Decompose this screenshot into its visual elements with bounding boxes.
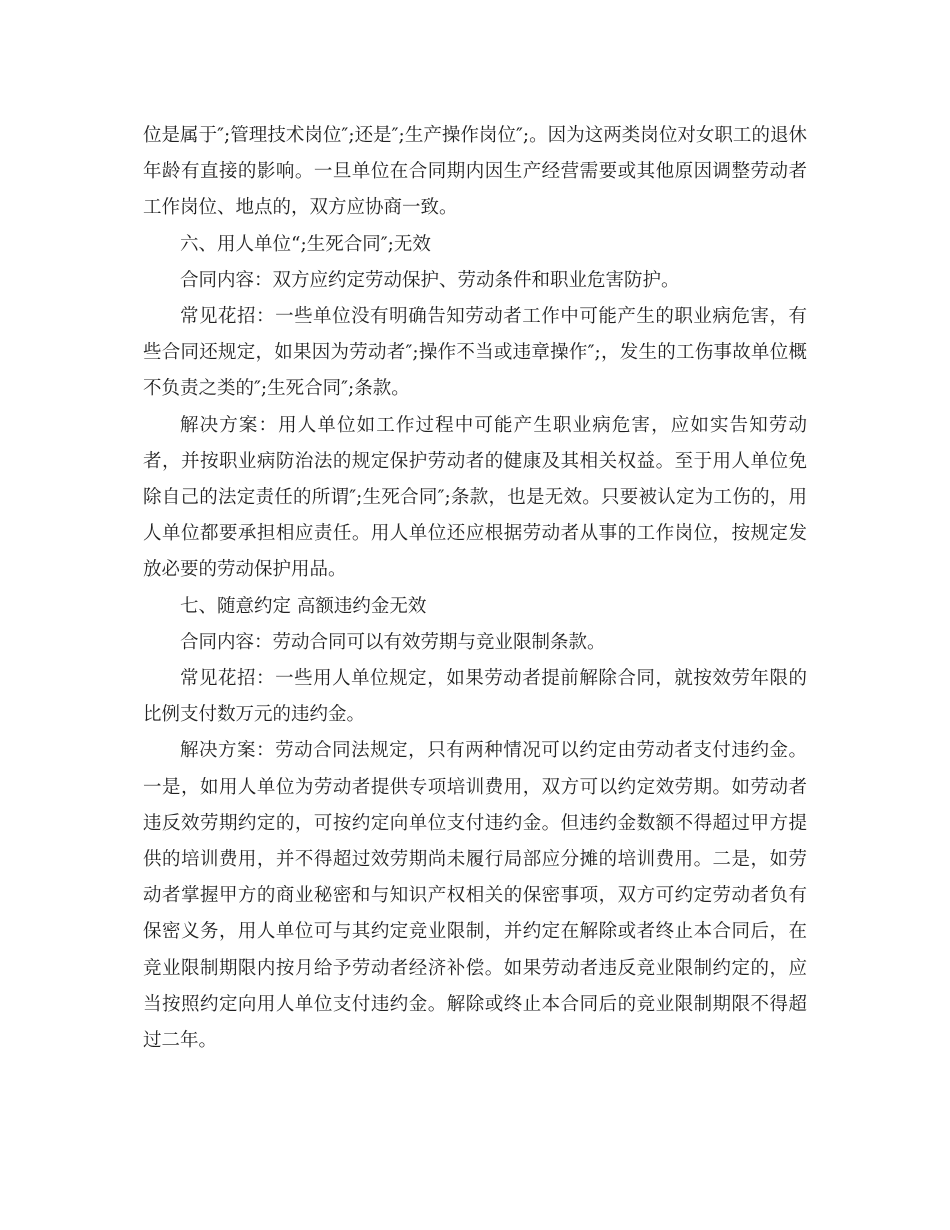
paragraph-solution: 解决方案：用人单位如工作过程中可能产生职业病危害，应如实告知劳动者，并按职业病防治法的规定保护劳动者的健康及其相关权益。至于用人单位免除自己的法定责任的所谓″;生死合同″;条款，也是无效。只要被认定为工伤的，用人单位都要承担相应责任。用人单位还应根据劳动者从事的工作岗位，按规定发放必要的劳动保护用品。	[143, 414, 807, 581]
section-heading-six: 六、用人单位“;生死合同″;无效	[180, 233, 431, 255]
paragraph-continuation: 位是属于″;管理技术岗位″;还是″;生产操作岗位″;。因为这两类岗位对女职工的退休年龄有直接的影响。一旦单位在合同期内因生产经营需要或其他原因调整劳动者工作岗位、地点的，双方应协商一致。	[143, 125, 807, 219]
section-heading-seven: 七、随意约定 高额违约金无效	[180, 595, 427, 617]
paragraph-contract-content: 合同内容：双方应约定劳动保护、劳动条件和职业危害防护。	[180, 269, 680, 291]
paragraph-common-tricks: 常见花招：一些用人单位规定，如果劳动者提前解除合同，就按效劳年限的比例支付数万元的违约金。	[143, 668, 807, 726]
paragraph-contract-content: 合同内容：劳动合同可以有效劳期与竞业限制条款。	[180, 631, 606, 653]
paragraph-solution: 解决方案：劳动合同法规定，只有两种情况可以约定由劳动者支付违约金。一是，如用人单位为劳动者提供专项培训费用，双方可以约定效劳期。如劳动者违反效劳期约定的，可按约定向单位支付违约金。但违约金数额不得超过甲方提供的培训费用，并不得超过效劳期尚未履行局部应分摊的培训费用。二是，如劳动者掌握甲方的商业秘密和与知识产权相关的保密事项，双方可约定劳动者负有保密义务，用人单位可与其约定竞业限制，并约定在解除或者终止本合同后，在竞业限制期限内按月给予劳动者经济补偿。如果劳动者违反竞业限制约定的，应当按照约定向用人单位支付违约金。解除或终止本合同后的竞业限制期限不得超过二年。	[143, 740, 807, 1052]
document-body	[143, 118, 807, 1059]
paragraph-common-tricks: 常见花招：一些单位没有明确告知劳动者工作中可能产生的职业病危害，有些合同还规定，如果因为劳动者″;操作不当或违章操作″;，发生的工伤事故单位概不负责之类的″;生死合同″;条款。	[143, 306, 807, 400]
